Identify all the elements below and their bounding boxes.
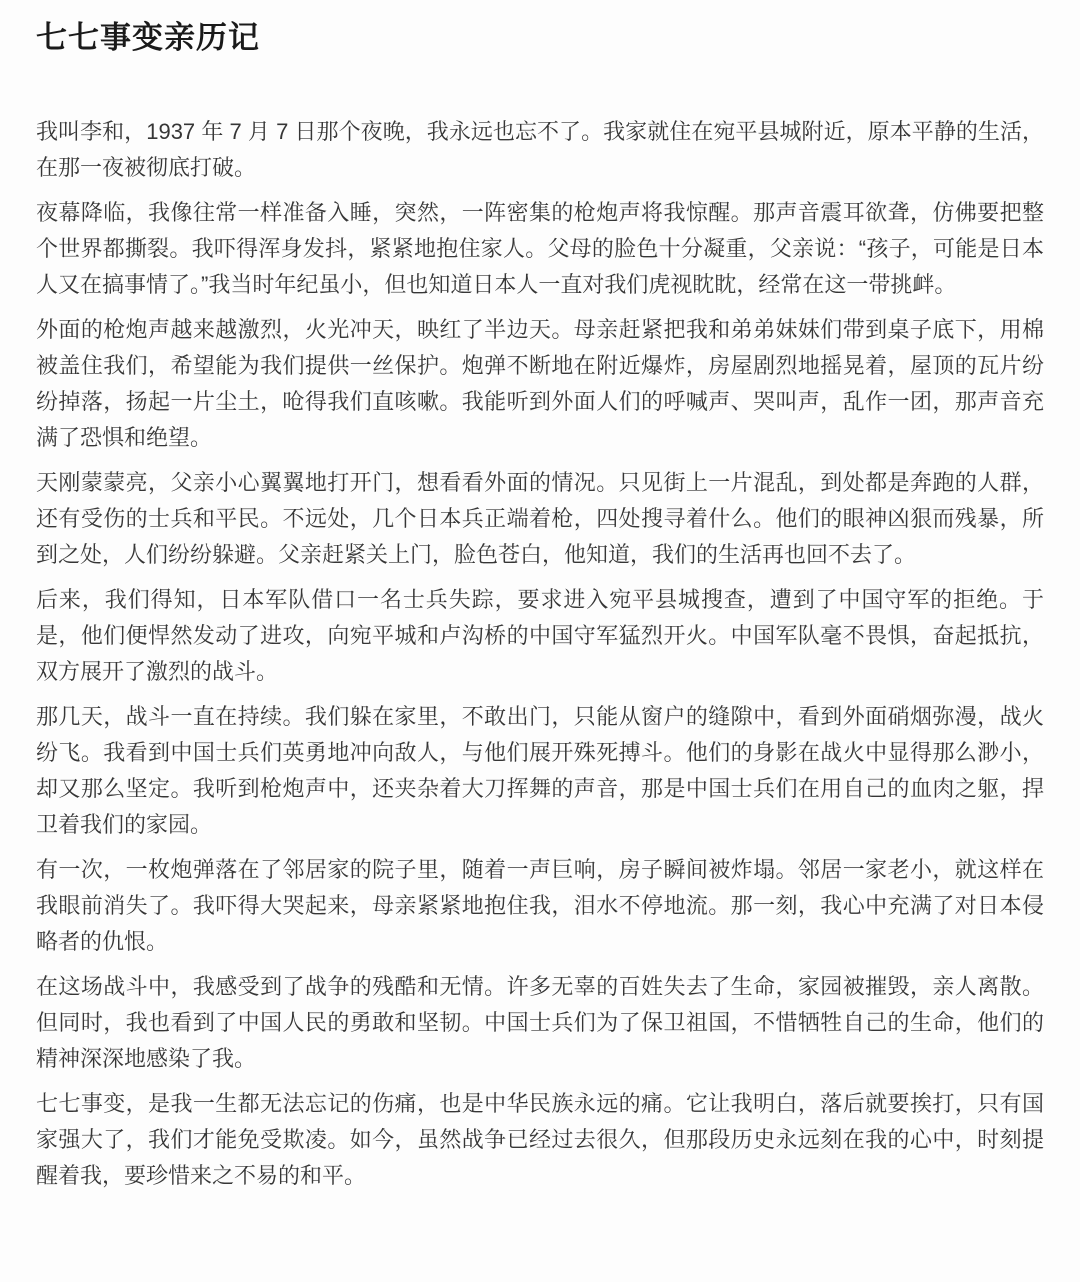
paragraph-night-gunfire: 夜幕降临，我像往常一样准备入睡，突然，一阵密集的枪炮声将我惊醒。那声音震耳欲聋，仿佛要把整个世界都撕裂。我吓得浑身发抖，紧紧地抱住家人。父母的脸色十分凝重，父亲说：“孩子，可能是日本人又在搞事情了。”我当时年纪虽小，但也知道日本人一直对我们虎视眈眈，经常在这一带挑衅。 [36,200,1044,297]
paragraph-ongoing-battle: 那几天，战斗一直在持续。我们躲在家里，不敢出门，只能从窗户的缝隙中，看到外面硝烟弥漫，战火纷飞。我看到中国士兵们英勇地冲向敌人，与他们展开殊死搏斗。他们的身影在战火中显得那么渺小，却又那么坚定。我听到枪炮声中，还夹杂着大刀挥舞的声音，那是中国士兵们在用自己的血肉之躯，捍卫着我们的家园。 [36,704,1044,837]
paragraph-war-reflection: 在这场战斗中，我感受到了战争的残酷和无情。许多无辜的百姓失去了生命，家园被摧毁，亲人离散。但同时，我也看到了中国人民的勇敢和坚韧。中国士兵们为了保卫祖国，不惜牺牲自己的生命，他们的精神深深地感染了我。 [36,974,1044,1071]
paragraph-neighbor-bombed: 有一次，一枚炮弹落在了邻居家的院子里，随着一声巨响，房子瞬间被炸塌。邻居一家老小，就这样在我眼前消失了。我吓得大哭起来，母亲紧紧地抱住我，泪水不停地流。那一刻，我心中充满了对日本侵略者的仇恨。 [36,857,1044,954]
paragraph-intro: 我叫李和，1937 年 7 月 7 日那个夜晚，我永远也忘不了。我家就住在宛平县城附近，原本平静的生活，在那一夜被彻底打破。 [36,119,1044,180]
paragraph-shelter-under-table: 外面的枪炮声越来越激烈，火光冲天，映红了半边天。母亲赶紧把我和弟弟妹妹们带到桌子底下，用棉被盖住我们，希望能为我们提供一丝保护。炮弹不断地在附近爆炸，房屋剧烈地摇晃着，屋顶的瓦片纷纷掉落，扬起一片尘土，呛得我们直咳嗽。我能听到外面人们的呼喊声、哭叫声，乱作一团，那声音充满了恐惧和绝望。 [36,317,1044,450]
paragraph-dawn-chaos: 天刚蒙蒙亮，父亲小心翼翼地打开门，想看看外面的情况。只见街上一片混乱，到处都是奔跑的人群，还有受伤的士兵和平民。不远处，几个日本兵正端着枪，四处搜寻着什么。他们的眼神凶狠而残暴，所到之处，人们纷纷躲避。父亲赶紧关上门，脸色苍白，他知道，我们的生活再也回不去了。 [36,470,1044,567]
article-body [36,114,1044,1194]
paragraph-incident-cause: 后来，我们得知，日本军队借口一名士兵失踪，要求进入宛平县城搜查，遭到了中国守军的拒绝。于是，他们便悍然发动了进攻，向宛平城和卢沟桥的中国守军猛烈开火。中国军队毫不畏惧，奋起抵抗，双方展开了激烈的战斗。 [36,587,1044,684]
article-title: 七七事变亲历记 [36,20,260,55]
paragraph-conclusion: 七七事变，是我一生都无法忘记的伤痛，也是中华民族永远的痛。它让我明白，落后就要挨打，只有国家强大了，我们才能免受欺凌。如今，虽然战争已经过去很久，但那段历史永远刻在我的心中，时刻提醒着我，要珍惜来之不易的和平。 [36,1091,1044,1188]
